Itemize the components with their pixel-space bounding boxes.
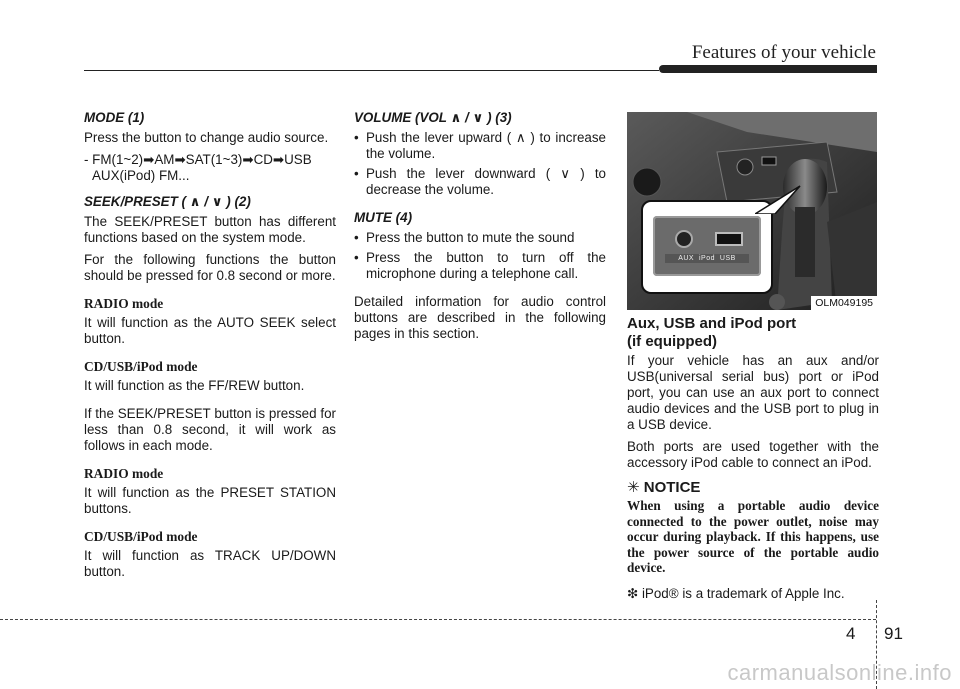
callout-pointer: [755, 184, 815, 214]
port-panel: [653, 216, 761, 276]
radio-mode-heading: RADIO mode: [84, 296, 164, 311]
aux-usb-text-2: Both ports are used together with the accessory iPod cable to connect an iPod.: [627, 439, 879, 470]
seek-text-3: If the SEEK/PRESET button is pressed for less than 0.8 second, it will work as follows in each mode.: [84, 406, 336, 453]
cd-mode-text: It will function as the FF/REW button.: [84, 378, 305, 393]
mode-sequence-line2: AUX(iPod) FM...: [92, 168, 190, 183]
section-title: Features of your vehicle: [691, 42, 876, 63]
notice-heading: ✳ NOTICE: [627, 479, 701, 496]
mode-heading: MODE (1): [84, 110, 145, 125]
cd-mode-heading: CD/USB/iPod mode: [84, 359, 198, 374]
figure-code: OLM049195: [811, 296, 877, 310]
mute-list: [354, 230, 606, 282]
notice-text: When using a portable audio device connected to the power outlet, noise may occur during playback. If this happens, use the power source of the portable audio device.: [627, 498, 879, 575]
radio-mode-text-2: It will function as the PRESET STATION buttons.: [84, 485, 336, 516]
port-labels: AUX iPod USB: [665, 254, 749, 263]
cd-mode-heading-2: CD/USB/iPod mode: [84, 529, 198, 544]
mute-item-sound: • Press the button to mute the sound: [354, 230, 606, 246]
page-number: 91: [884, 624, 903, 643]
usb-slot-icon: [715, 232, 743, 246]
port-photo: [627, 112, 877, 310]
mode-sequence: [84, 152, 336, 184]
header-rule: [84, 70, 659, 71]
radio-mode-text: It will function as the AUTO SEEK select button.: [84, 315, 336, 346]
aux-usb-heading-line1: Aux, USB and iPod port: [627, 315, 797, 332]
chapter-number: 4: [846, 624, 856, 643]
trademark-note: ❇ iPod® is a trademark of Apple Inc.: [627, 586, 845, 601]
watermark: carmanualsonline.info: [727, 660, 952, 685]
aux-jack-icon: [675, 230, 693, 248]
header-rule-accent: [659, 65, 877, 73]
port-callout: [641, 200, 773, 294]
detail-text: Detailed information for audio control buttons are described in the following pages in this section.: [354, 294, 606, 341]
volume-list: [354, 130, 606, 198]
column-middle: [354, 106, 606, 348]
aux-usb-heading: [627, 315, 879, 351]
mute-heading: MUTE (4): [354, 210, 413, 225]
seek-heading: SEEK/PRESET ( ∧ / ∨ ) (2): [84, 194, 251, 209]
radio-mode-heading-2: RADIO mode: [84, 466, 164, 481]
seek-text-1: The SEEK/PRESET button has different functions based on the system mode.: [84, 214, 336, 245]
volume-heading: VOLUME (VOL ∧ / ∨ ) (3): [354, 110, 512, 125]
volume-item-down: • Push the lever downward ( ∨ ) to decrease the volume.: [354, 166, 606, 198]
mode-text: Press the button to change audio source.: [84, 130, 329, 145]
cd-mode-text-2: It will function as TRACK UP/DOWN button.: [84, 548, 336, 579]
volume-item-up: • Push the lever upward ( ∧ ) to increase the volume.: [354, 130, 606, 162]
seek-text-2: For the following functions the button should be pressed for 0.8 second or more.: [84, 252, 336, 283]
mute-item-mic: • Press the button to turn off the microphone during a telephone call.: [354, 250, 606, 282]
aux-usb-heading-line2: (if equipped): [627, 333, 717, 350]
mode-sequence-line1: - FM(1~2)➡AM➡SAT(1~3)➡CD➡USB: [84, 152, 312, 167]
aux-usb-body: [627, 353, 879, 477]
column-left: [84, 106, 336, 586]
footer-rule: [0, 619, 876, 620]
aux-usb-text-1: If your vehicle has an aux and/or USB(universal serial bus) port or iPod port, you can use an aux port to connect audio devices and the USB port to plug in a USB device.: [627, 353, 879, 432]
